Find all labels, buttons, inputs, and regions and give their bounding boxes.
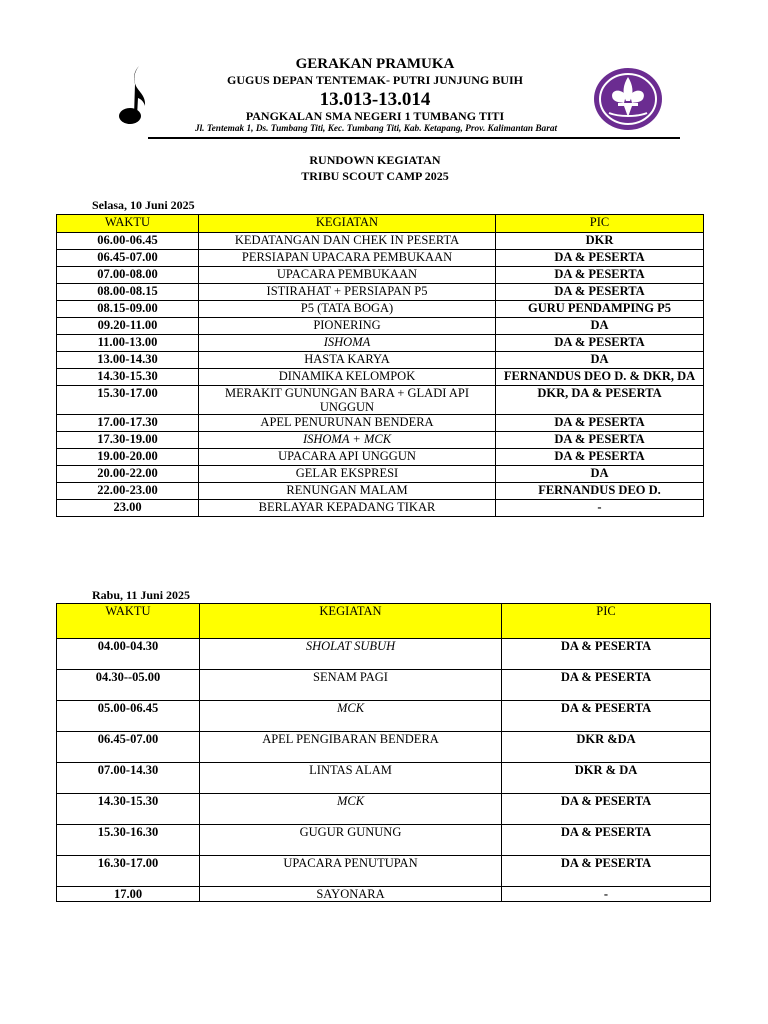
table-header-row bbox=[57, 604, 711, 639]
cell-pic: FERNANDUS DEO D. bbox=[496, 483, 704, 500]
cell-pic: DA & PESERTA bbox=[502, 670, 711, 701]
table-row bbox=[57, 233, 704, 250]
cell-waktu: 22.00-23.00 bbox=[57, 483, 199, 500]
col-header-waktu: WAKTU bbox=[57, 604, 200, 639]
cell-kegiatan: APEL PENGIBARAN BENDERA bbox=[200, 732, 502, 763]
table-row bbox=[57, 386, 704, 415]
cell-kegiatan: LINTAS ALAM bbox=[200, 763, 502, 794]
cell-waktu: 13.00-14.30 bbox=[57, 352, 199, 369]
table-row bbox=[57, 887, 711, 902]
tunas-kelapa-logo-icon bbox=[112, 62, 154, 128]
gudep-name: GUGUS DEPAN TENTEMAK- PUTRI JUNJUNG BUIH bbox=[227, 73, 523, 87]
cell-waktu: 17.30-19.00 bbox=[57, 432, 199, 449]
table-row bbox=[57, 301, 704, 318]
document-subtitle: TRIBU SCOUT CAMP 2025 bbox=[301, 169, 449, 183]
schedule-table-day1 bbox=[56, 214, 704, 517]
table-row bbox=[57, 466, 704, 483]
cell-kegiatan: UPACARA API UNGGUN bbox=[199, 449, 496, 466]
cell-kegiatan: MCK bbox=[200, 794, 502, 825]
table-row bbox=[57, 369, 704, 386]
cell-waktu: 06.00-06.45 bbox=[57, 233, 199, 250]
cell-pic: FERNANDUS DEO D. & DKR, DA bbox=[496, 369, 704, 386]
cell-waktu: 23.00 bbox=[57, 500, 199, 517]
gudep-number: 13.013-13.014 bbox=[319, 89, 431, 110]
cell-waktu: 16.30-17.00 bbox=[57, 856, 200, 887]
cell-waktu: 14.30-15.30 bbox=[57, 794, 200, 825]
col-header-kegiatan: KEGIATAN bbox=[200, 604, 502, 639]
table-row bbox=[57, 500, 704, 517]
cell-kegiatan: GELAR EKSPRESI bbox=[199, 466, 496, 483]
cell-pic: DKR bbox=[496, 233, 704, 250]
table-row bbox=[57, 670, 711, 701]
cell-waktu: 04.00-04.30 bbox=[57, 639, 200, 670]
table-row bbox=[57, 483, 704, 500]
cell-pic: DA bbox=[496, 318, 704, 335]
wosm-emblem-icon bbox=[593, 67, 663, 131]
cell-kegiatan: MERAKIT GUNUNGAN BARA + GLADI API UNGGUN bbox=[199, 386, 496, 415]
cell-pic: DA & PESERTA bbox=[496, 432, 704, 449]
table-row bbox=[57, 763, 711, 794]
cell-kegiatan: GUGUR GUNUNG bbox=[200, 825, 502, 856]
cell-waktu: 08.15-09.00 bbox=[57, 301, 199, 318]
cell-kegiatan: PERSIAPAN UPACARA PEMBUKAAN bbox=[199, 250, 496, 267]
cell-kegiatan: UPACARA PENUTUPAN bbox=[200, 856, 502, 887]
cell-waktu: 09.20-11.00 bbox=[57, 318, 199, 335]
table-row bbox=[57, 794, 711, 825]
table-row bbox=[57, 267, 704, 284]
cell-pic: DA & PESERTA bbox=[496, 284, 704, 301]
cell-pic: DKR & DA bbox=[502, 763, 711, 794]
table-row bbox=[57, 284, 704, 301]
cell-waktu: 14.30-15.30 bbox=[57, 369, 199, 386]
table-header-row bbox=[57, 215, 704, 233]
document-title: RUNDOWN KEGIATAN bbox=[309, 153, 441, 167]
cell-pic: DA & PESERTA bbox=[496, 449, 704, 466]
cell-kegiatan: PIONERING bbox=[199, 318, 496, 335]
col-header-kegiatan: KEGIATAN bbox=[199, 215, 496, 233]
cell-kegiatan: P5 (TATA BOGA) bbox=[199, 301, 496, 318]
col-header-pic: PIC bbox=[502, 604, 711, 639]
table-row bbox=[57, 250, 704, 267]
cell-kegiatan: APEL PENURUNAN BENDERA bbox=[199, 415, 496, 432]
cell-pic: DKR, DA & PESERTA bbox=[496, 386, 704, 415]
cell-waktu: 15.30-17.00 bbox=[57, 386, 199, 415]
cell-kegiatan: SHOLAT SUBUH bbox=[200, 639, 502, 670]
cell-pic: DA & PESERTA bbox=[502, 856, 711, 887]
header-divider bbox=[148, 137, 680, 139]
cell-pic: DA & PESERTA bbox=[496, 415, 704, 432]
cell-pic: - bbox=[502, 887, 711, 902]
cell-waktu: 15.30-16.30 bbox=[57, 825, 200, 856]
cell-kegiatan: RENUNGAN MALAM bbox=[199, 483, 496, 500]
address-line: Jl. Tentemak 1, Ds. Tumbang Titi, Kec. Tumbang Titi, Kab. Ketapang, Prov. Kalimantan Barat bbox=[194, 124, 558, 134]
cell-kegiatan: ISHOMA + MCK bbox=[199, 432, 496, 449]
cell-kegiatan: KEDATANGAN DAN CHEK IN PESERTA bbox=[199, 233, 496, 250]
pangkalan-name: PANGKALAN SMA NEGERI 1 TUMBANG TITI bbox=[245, 109, 505, 123]
cell-waktu: 17.00-17.30 bbox=[57, 415, 199, 432]
table-row bbox=[57, 701, 711, 732]
cell-waktu: 17.00 bbox=[57, 887, 200, 902]
cell-kegiatan: MCK bbox=[200, 701, 502, 732]
table-row bbox=[57, 335, 704, 352]
cell-waktu: 11.00-13.00 bbox=[57, 335, 199, 352]
col-header-pic: PIC bbox=[496, 215, 704, 233]
cell-waktu: 07.00-08.00 bbox=[57, 267, 199, 284]
table-row bbox=[57, 639, 711, 670]
org-title: GERAKAN PRAMUKA bbox=[295, 56, 455, 72]
cell-waktu: 06.45-07.00 bbox=[57, 250, 199, 267]
cell-pic: DA & PESERTA bbox=[502, 794, 711, 825]
cell-waktu: 04.30--05.00 bbox=[57, 670, 200, 701]
day2-date-label: Rabu, 11 Juni 2025 bbox=[92, 588, 191, 602]
cell-waktu: 06.45-07.00 bbox=[57, 732, 200, 763]
cell-pic: - bbox=[496, 500, 704, 517]
cell-kegiatan: UPACARA PEMBUKAAN bbox=[199, 267, 496, 284]
cell-kegiatan: DINAMIKA KELOMPOK bbox=[199, 369, 496, 386]
cell-pic: DA & PESERTA bbox=[502, 825, 711, 856]
table-row bbox=[57, 415, 704, 432]
cell-waktu: 08.00-08.15 bbox=[57, 284, 199, 301]
cell-waktu: 19.00-20.00 bbox=[57, 449, 199, 466]
cell-kegiatan: BERLAYAR KEPADANG TIKAR bbox=[199, 500, 496, 517]
table-row bbox=[57, 318, 704, 335]
cell-kegiatan: ISHOMA bbox=[199, 335, 496, 352]
cell-pic: DA & PESERTA bbox=[496, 335, 704, 352]
cell-pic: DA bbox=[496, 466, 704, 483]
table-row bbox=[57, 432, 704, 449]
cell-waktu: 20.00-22.00 bbox=[57, 466, 199, 483]
col-header-waktu: WAKTU bbox=[57, 215, 199, 233]
schedule-table-day2 bbox=[56, 603, 711, 902]
cell-pic: GURU PENDAMPING P5 bbox=[496, 301, 704, 318]
cell-waktu: 05.00-06.45 bbox=[57, 701, 200, 732]
day1-date-label: Selasa, 10 Juni 2025 bbox=[92, 198, 195, 212]
cell-pic: DA bbox=[496, 352, 704, 369]
cell-kegiatan: ISTIRAHAT + PERSIAPAN P5 bbox=[199, 284, 496, 301]
table-row bbox=[57, 449, 704, 466]
cell-pic: DA & PESERTA bbox=[502, 639, 711, 670]
cell-kegiatan: SENAM PAGI bbox=[200, 670, 502, 701]
cell-pic: DKR &DA bbox=[502, 732, 711, 763]
table-row bbox=[57, 732, 711, 763]
table-row bbox=[57, 825, 711, 856]
cell-pic: DA & PESERTA bbox=[502, 701, 711, 732]
cell-kegiatan: SAYONARA bbox=[200, 887, 502, 902]
cell-pic: DA & PESERTA bbox=[496, 267, 704, 284]
table-row bbox=[57, 352, 704, 369]
cell-kegiatan: HASTA KARYA bbox=[199, 352, 496, 369]
table-row bbox=[57, 856, 711, 887]
cell-waktu: 07.00-14.30 bbox=[57, 763, 200, 794]
cell-pic: DA & PESERTA bbox=[496, 250, 704, 267]
